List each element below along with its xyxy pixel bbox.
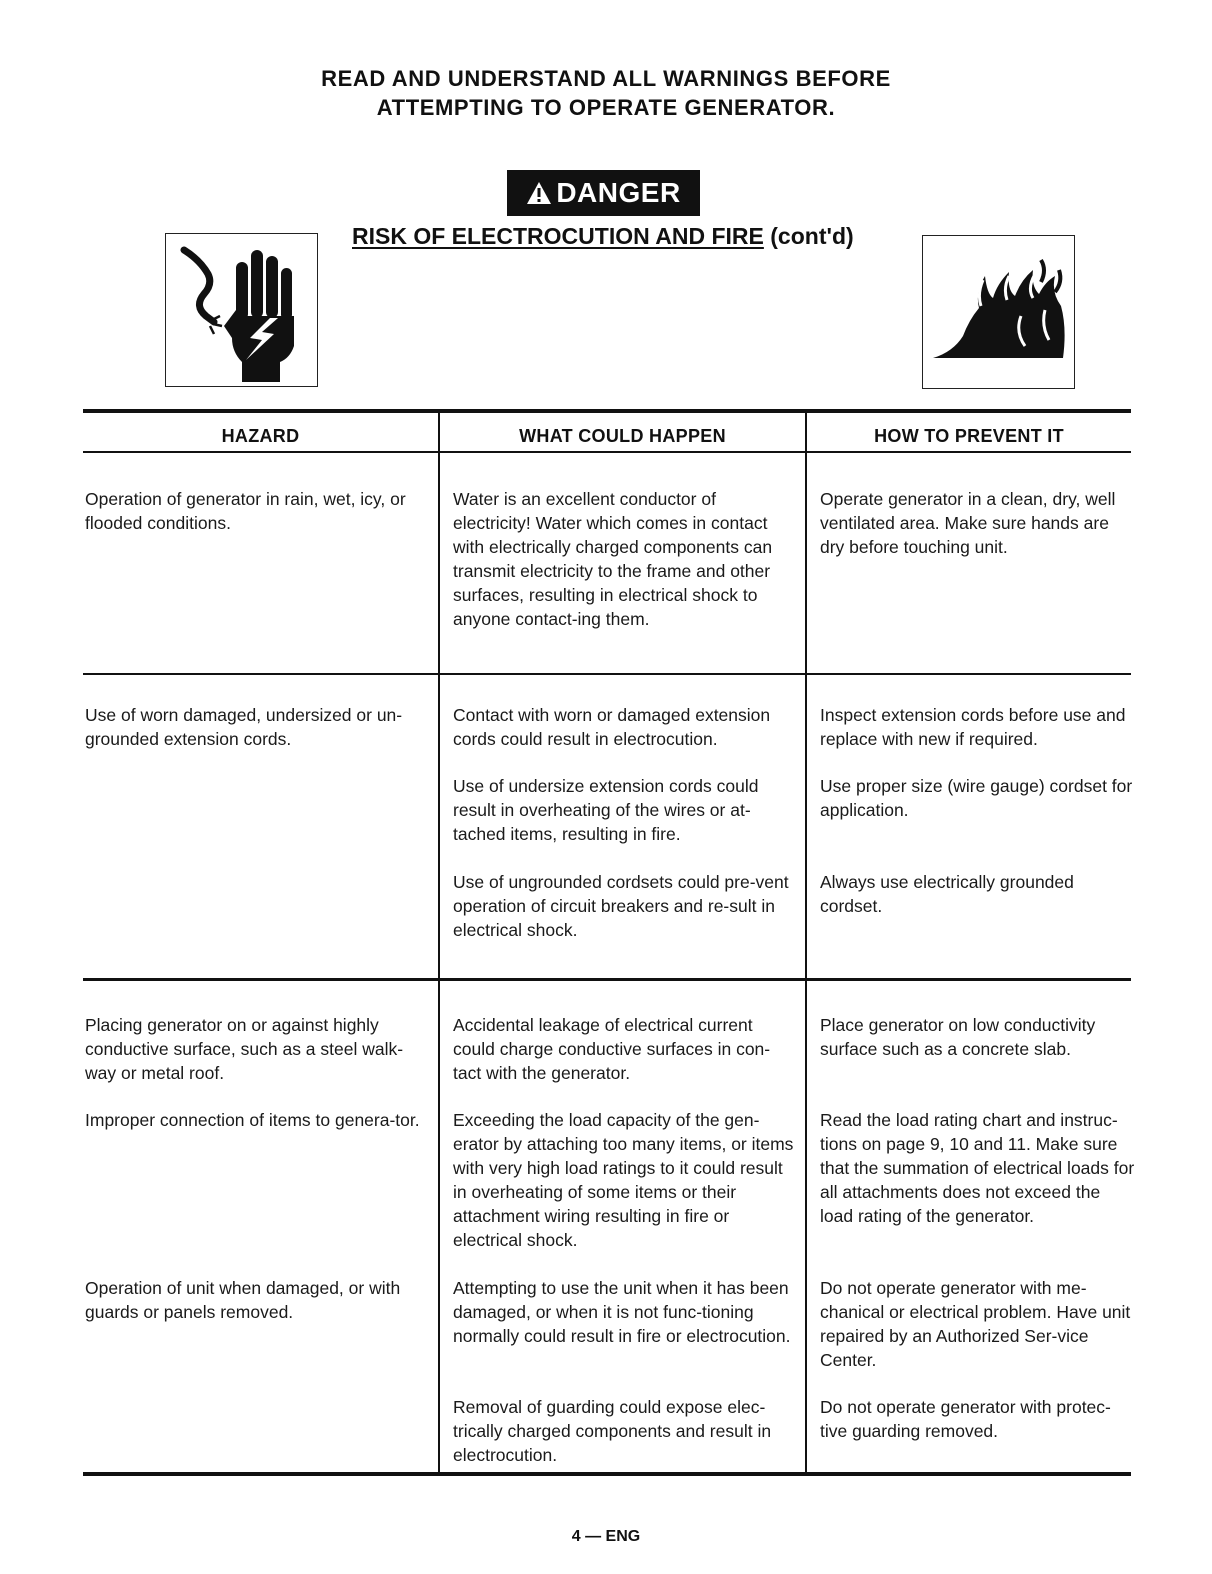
what-could-happen-cell: Accidental leakage of electrical current could charge conductive surfaces in con-tact with the generator. xyxy=(453,1015,771,1083)
column-header-how-to-prevent: HOW TO PREVENT IT xyxy=(874,426,1064,446)
electric-shock-hand-icon xyxy=(165,233,318,387)
what-could-happen-cell: Use of undersize extension cords could result in overheating of the wires or at-tached items, resulting in fire. xyxy=(453,776,759,844)
what-could-happen-cell: Exceeding the load capacity of the gen-erator by attaching too many items, or items with very high load ratings to it could result in overheating of some items or their attachment wiring resulting in fire or electrical shock. xyxy=(453,1110,794,1250)
how-to-prevent-cell: Do not operate generator with protec-tive guarding removed. xyxy=(820,1397,1111,1441)
how-to-prevent-cell: Inspect extension cords before use and replace with new if required. xyxy=(820,705,1126,749)
what-could-happen-cell: Water is an excellent conductor of electricity! Water which comes in contact with electrically charged components can transmit electricity to the frame and other surfaces, resulting in electrical shock to anyone contact-ing them. xyxy=(453,489,773,629)
hazard-cell: Use of worn damaged, undersized or un-grounded extension cords. xyxy=(85,705,403,749)
fire-icon xyxy=(922,235,1075,389)
table-bottom-rule xyxy=(83,1472,1131,1476)
subtitle-main: RISK OF ELECTROCUTION AND FIRE xyxy=(352,223,764,249)
column-divider xyxy=(438,410,440,1476)
table-top-rule xyxy=(83,409,1131,413)
page-heading xyxy=(0,64,1212,122)
row-divider xyxy=(83,978,1131,981)
how-to-prevent-cell: Operate generator in a clean, dry, well ventilated area. Make sure hands are dry before touching unit. xyxy=(820,489,1116,557)
header-bottom-rule xyxy=(83,451,1131,453)
column-header-what-could-happen: WHAT COULD HAPPEN xyxy=(519,426,726,446)
subtitle-suffix: (cont'd) xyxy=(763,223,854,249)
how-to-prevent-cell: Place generator on low conductivity surface such as a concrete slab. xyxy=(820,1015,1096,1059)
hazard-cell: Placing generator on or against highly conductive surface, such as a steel walk-way or metal roof. xyxy=(85,1015,404,1083)
how-to-prevent-cell: Use proper size (wire gauge) cordset for application. xyxy=(820,776,1133,820)
what-could-happen-cell: Use of ungrounded cordsets could pre-vent operation of circuit breakers and re-sult in electrical shock. xyxy=(453,872,789,940)
hazard-cell: Improper connection of items to genera-tor. xyxy=(85,1110,420,1130)
what-could-happen-cell: Contact with worn or damaged extension cords could result in electrocution. xyxy=(453,705,771,749)
heading-line-2: ATTEMPTING TO OPERATE GENERATOR. xyxy=(376,95,836,120)
hazard-cell: Operation of generator in rain, wet, icy, or flooded conditions. xyxy=(85,489,406,533)
how-to-prevent-cell: Do not operate generator with me-chanical or electrical problem. Have unit repaired by an Authorized Ser-vice Center. xyxy=(820,1278,1131,1370)
section-subtitle xyxy=(352,223,854,250)
column-divider xyxy=(805,410,807,1476)
danger-label xyxy=(507,170,700,216)
column-header-hazard: HAZARD xyxy=(221,426,300,446)
page-number: 4 — ENG xyxy=(571,1528,641,1545)
what-could-happen-cell: Attempting to use the unit when it has been damaged, or when it is not func-tioning normally could result in fire or electrocution. xyxy=(453,1278,791,1346)
row-divider xyxy=(83,673,1131,675)
how-to-prevent-cell: Always use electrically grounded cordset. xyxy=(820,872,1074,916)
what-could-happen-cell: Removal of guarding could expose elec-trically charged components and result in electrocution. xyxy=(453,1397,772,1465)
hazard-cell: Operation of unit when damaged, or with guards or panels removed. xyxy=(85,1278,401,1322)
how-to-prevent-cell: Read the load rating chart and instruc-tions on page 9, 10 and 11. Make sure that the summation of electrical loads for all attachments does not exceed the load rating of the generator. xyxy=(820,1110,1135,1226)
warning-triangle-icon xyxy=(526,181,552,205)
heading-line-1: READ AND UNDERSTAND ALL WARNINGS BEFORE xyxy=(321,66,891,91)
danger-text: DANGER xyxy=(556,177,681,208)
